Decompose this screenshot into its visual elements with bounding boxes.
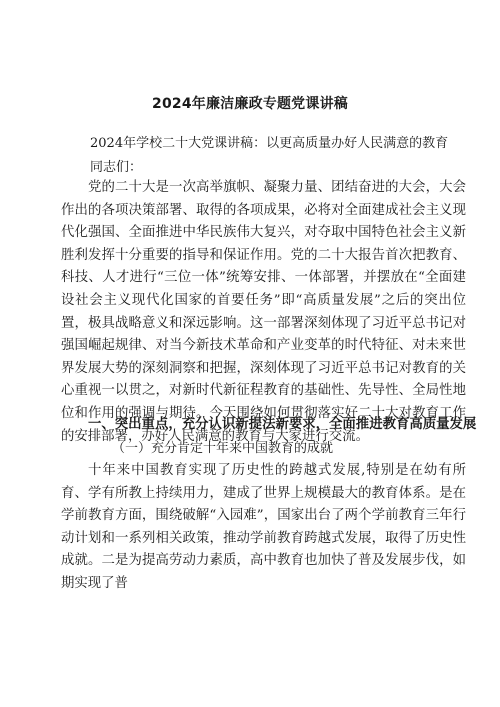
section-heading-1: 一、突出重点，充分认识新提法新要求，全面推进教育高质量发展 [88,417,477,432]
paragraph-achievements: 十年来中国教育实现了历史性的跨越式发展,特别是在幼有所育、学有所教上持续用力，建成了世界上规模最大的教育体系。是在学前教育方面，围绕破解“入园难”，国家出台了两个学前教育三年行动计划和一系列相关政策，推动学前教育跨越式发展，取得了历史性成就。二是为提高劳动力素质，高中教育也加快了普及发展步伐，如期实现了普 [61,463,466,591]
salutation: 同志们： [90,160,143,175]
paragraph-intro: 党的二十大是一次高举旗帜、凝聚力量、团结奋进的大会，大会作出的各项决策部署、取得的各项成果，必将对全面建成社会主义现代化强国、全面推进中华民族伟大复兴，对夺取中国特色社会主义新胜利发挥十分重要的指导和保证作用。党的二十大报告首次把教育、科技、人才进行“三位一体”统筹安排、一体部署，并摆放在“全面建设社会主义现代化国家的首要任务”即“高质量发展”之后的突出位置，极具战略意义和深远影响。这一部署深刻体现了习近平总书记对强国崛起规律、对当今新技术革命和产业变革的时代特征、对未来世界发展大势的深刻洞察和把握，深刻体现了习近平总书记对教育的关心重视一以贯之，对新时代新征程教育的基础性、先导性、全局性地位和作用的强调与期待。今天围绕如何贯彻落实好二十大对教育工作的安排部署，办好人民满意的教育与大家进行交流。 [61,180,466,444]
document-subtitle: 2024年学校二十大党课讲稿：以更高质量办好人民满意的教育 [90,136,449,151]
sub-heading-1-1: （一）充分肯定十年来中国教育的成就 [112,441,334,456]
document-title: 2024年廉洁廉政专题党课讲稿 [152,96,348,112]
